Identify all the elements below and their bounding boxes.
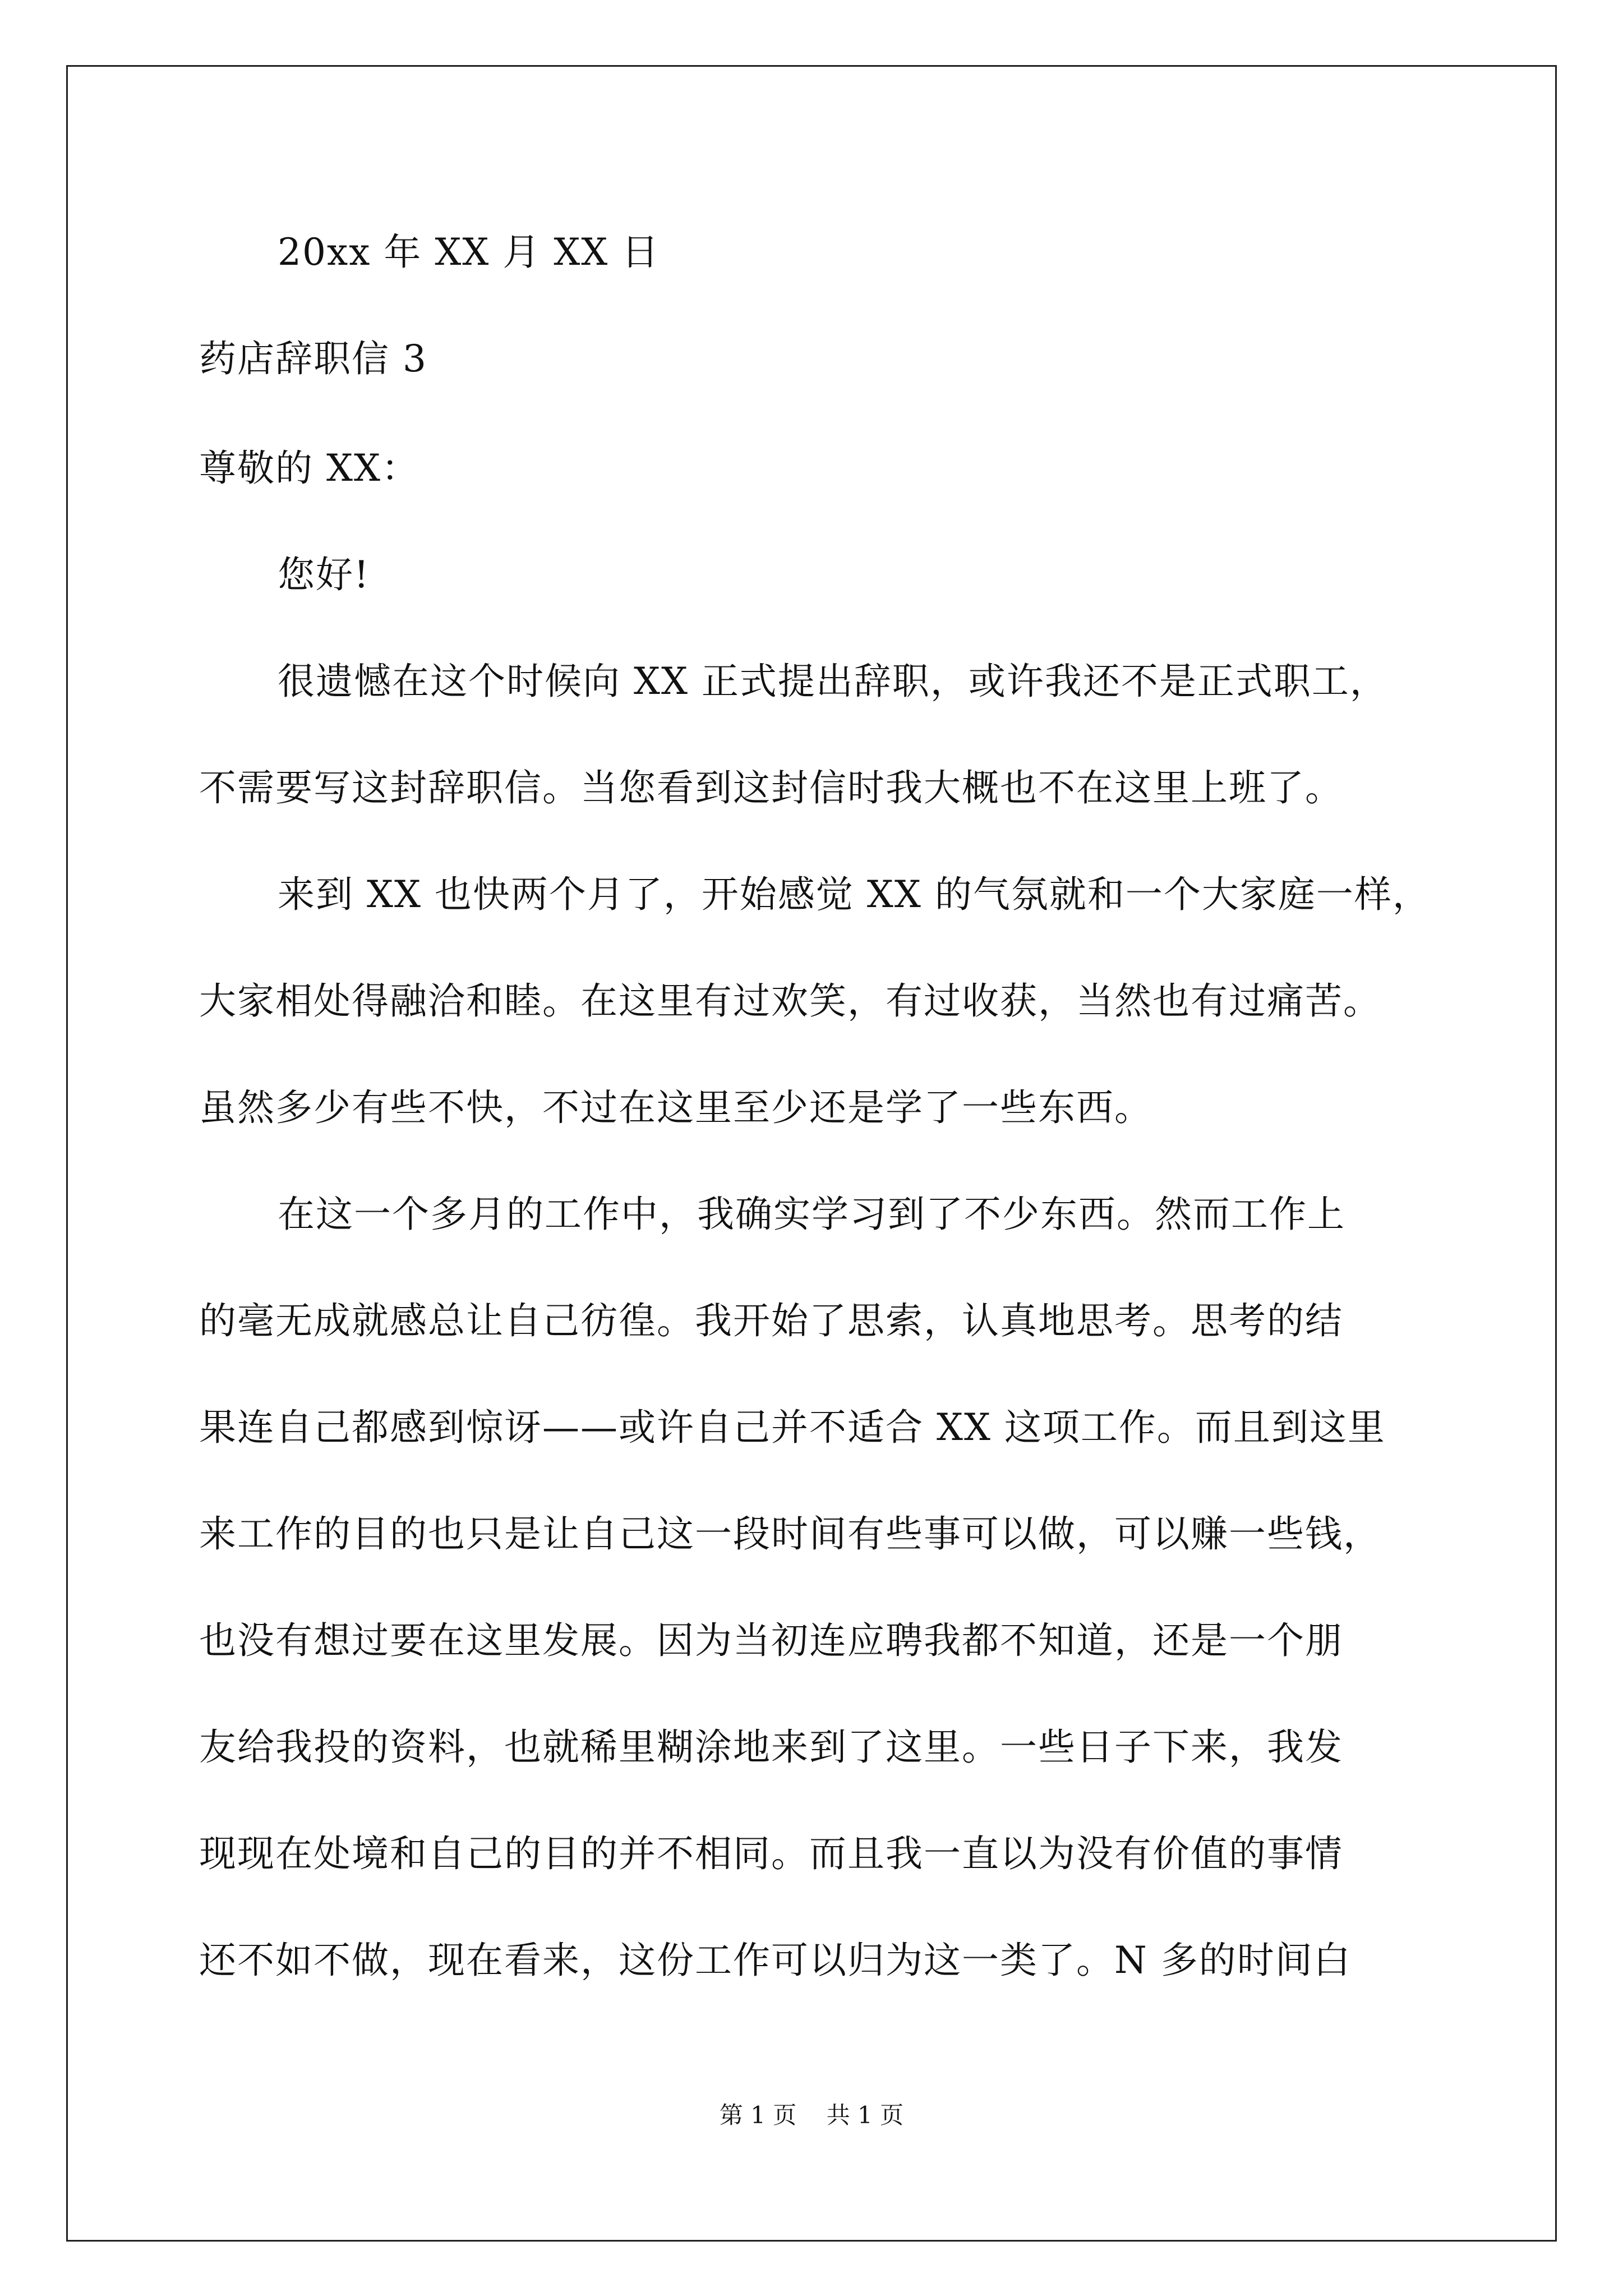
body-line: 现现在处境和自己的目的并不相同。而且我一直以为没有价值的事情 xyxy=(199,1832,1343,1875)
body-line: 来工作的目的也只是让自己这一段时间有些事可以做，可以赚一些钱， xyxy=(199,1512,1381,1556)
body-line: 虽然多少有些不快，不过在这里至少还是学了一些东西。 xyxy=(199,1086,1152,1129)
body-line: 果连自己都感到惊讶——或许自己并不适合 XX 这项工作。而且到这里 xyxy=(199,1406,1386,1449)
date-line: 20xx 年 XX 月 XX 日 xyxy=(278,231,660,274)
salutation: 尊敬的 XX： xyxy=(199,447,419,490)
body-line: 友给我投的资料，也就稀里糊涂地来到了这里。一些日子下来，我发 xyxy=(199,1726,1343,1769)
body-line: 在这一个多月的工作中，我确实学习到了不少东西。然而工作上 xyxy=(278,1193,1345,1236)
body-line: 也没有想过要在这里发展。因为当初连应聘我都不知道，还是一个朋 xyxy=(199,1619,1343,1662)
page-border xyxy=(66,65,1557,2242)
body-line: 还不如不做，现在看来，这份工作可以归为这一类了。N 多的时间白 xyxy=(199,1939,1352,1982)
body-line: 来到 XX 也快两个月了，开始感觉 XX 的气氛就和一个大家庭一样， xyxy=(278,873,1431,916)
greeting: 您好! xyxy=(278,553,370,596)
body-line: 大家相处得融洽和睦。在这里有过欢笑，有过收获，当然也有过痛苦。 xyxy=(199,979,1381,1023)
body-line: 的毫无成就感总让自己彷徨。我开始了思索，认真地思考。思考的结 xyxy=(199,1299,1343,1342)
letter-title: 药店辞职信 3 xyxy=(199,337,427,380)
page-number-footer: 第 1 页 共 1 页 xyxy=(719,2101,904,2129)
body-line: 不需要写这封辞职信。当您看到这封信时我大概也不在这里上班了。 xyxy=(199,766,1343,809)
body-line: 很遗憾在这个时候向 XX 正式提出辞职，或许我还不是正式职工， xyxy=(278,660,1388,703)
